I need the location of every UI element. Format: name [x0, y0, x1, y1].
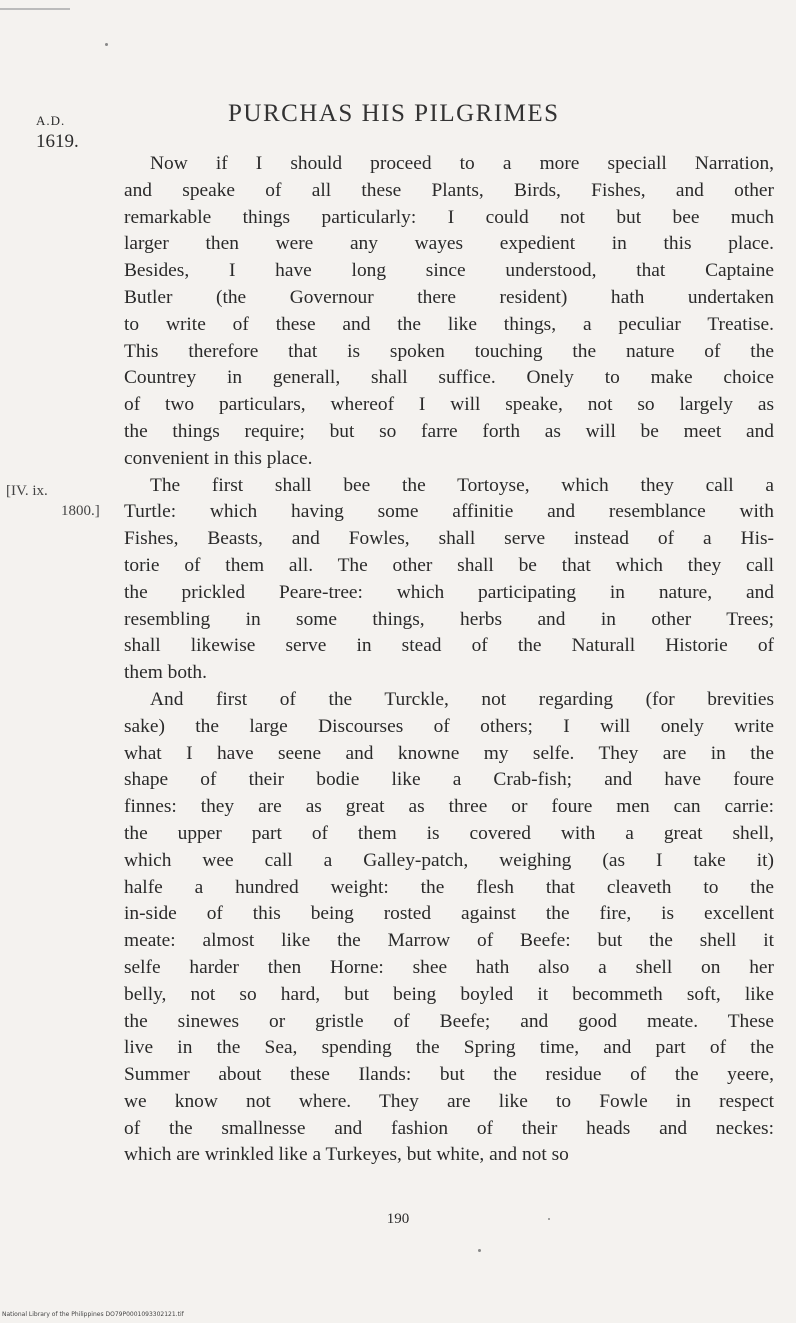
text-line: Countrey in generall, shall suffice. Onely to make choice	[124, 367, 774, 389]
text-line: The first shall bee the Tortoyse, which they call a	[150, 474, 774, 496]
text-line: convenient in this place.	[124, 447, 313, 469]
text-line: of two particulars, whereof I will speake, not so largely as	[124, 394, 774, 416]
text-line: Now if I should proceed to a more speciall Narration,	[150, 153, 774, 174]
text-line: resembling in some things, herbs and in other Trees;	[124, 608, 774, 630]
text-line: selfe harder then Horne: shee hath also a shell on her	[124, 956, 774, 978]
text-line: of the smallnesse and fashion of their heads and neckes:	[124, 1117, 774, 1139]
text-line: finnes: they are as great as three or foure men can carrie:	[124, 796, 774, 818]
text-line: live in the Sea, spending the Spring time, and part of the	[124, 1037, 774, 1059]
top-edge-rule	[0, 8, 70, 10]
paragraph	[124, 473, 774, 687]
text-line: the prickled Peare-tree: which participating in nature, and	[124, 581, 774, 603]
paragraph	[124, 151, 774, 473]
text-line: in-side of this being rosted against the fire, is excellent	[124, 903, 774, 925]
side-reference-volume: [IV. ix.	[6, 483, 48, 499]
scan-credit: National Library of the Philippines DO79P0001093302121.tif	[2, 1311, 184, 1318]
running-title: PURCHAS HIS PILGRIMES	[228, 100, 560, 127]
ink-speck	[478, 1249, 481, 1252]
text-line: This therefore that is spoken touching the nature of the	[124, 340, 774, 362]
text-line: what I have seene and knowne my selfe. They are in the	[124, 742, 774, 764]
text-line: Butler (the Governour there resident) hath undertaken	[124, 286, 774, 308]
text-line: Besides, I have long since understood, that Captaine	[124, 260, 774, 282]
text-line: belly, not so hard, but being boyled it becommeth soft, like	[124, 983, 774, 1005]
side-reference-page: 1800.]	[61, 503, 100, 519]
body-text	[124, 151, 774, 1169]
text-line: halfe a hundred weight: the flesh that cleaveth to the	[124, 876, 774, 898]
text-line: Fishes, Beasts, and Fowles, shall serve instead of a His-	[124, 528, 774, 550]
text-line: sake) the large Discourses of others; I will onely write	[124, 715, 774, 737]
text-line: the sinewes or gristle of Beefe; and good meate. These	[124, 1010, 774, 1032]
text-line: and speake of all these Plants, Birds, Fishes, and other	[124, 179, 774, 201]
ink-speck	[105, 43, 108, 46]
text-line: remarkable things particularly: I could not but bee much	[124, 206, 774, 228]
paragraph	[124, 687, 774, 1169]
text-line: the things require; but so farre forth as will be meet and	[124, 420, 774, 442]
text-line: torie of them all. The other shall be that which they call	[124, 554, 774, 576]
text-line: which are wrinkled like a Turkeyes, but white, and not so	[124, 1144, 569, 1166]
text-line: the upper part of them is covered with a great shell,	[124, 822, 774, 844]
text-line: And first of the Turckle, not regarding (for brevities	[150, 688, 774, 710]
text-line: Turtle: which having some affinitie and resemblance with	[124, 501, 774, 523]
text-line: larger then were any wayes expedient in this place.	[124, 233, 774, 255]
text-line: shape of their bodie like a Crab-fish; and have foure	[124, 769, 774, 791]
text-line: to write of these and the like things, a peculiar Treatise.	[124, 313, 774, 335]
text-line: shall likewise serve in stead of the Naturall Historie of	[124, 635, 774, 657]
page-number: 190	[386, 1211, 410, 1227]
text-line: Summer about these Ilands: but the residue of the yeere,	[124, 1064, 774, 1086]
text-line: we know not where. They are like to Fowle in respect	[124, 1090, 774, 1112]
text-line: meate: almost like the Marrow of Beefe: but the shell it	[124, 930, 774, 952]
text-line: which wee call a Galley-patch, weighing (as I take it)	[124, 849, 774, 871]
margin-year: 1619.	[36, 131, 79, 152]
margin-date-label: A.D.	[36, 113, 66, 128]
text-line: them both.	[124, 662, 207, 684]
